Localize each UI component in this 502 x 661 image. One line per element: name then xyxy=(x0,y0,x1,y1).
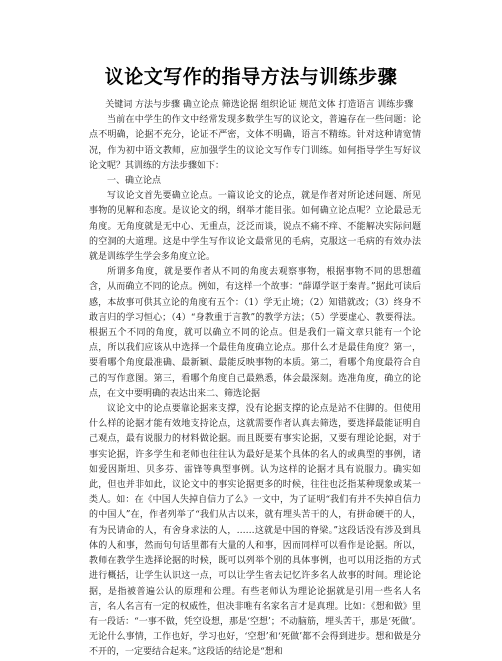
body-paragraph: 议论文中的论点要靠论据来支撑，没有论据支撑的论点是站不住脚的。但使用什么样的论据才能有效地支持论点，这就需要作者认真去筛选，要选择最能证明自己观点，最有说服力的材料做论据。而且既要有事实论据，又要有理论论据，对于事实论据，许多学生和老师也往往认为最好是某个具体的名人的或典型的事例，诸如爱因斯坦、贝多芬、雷锋等典型事例。认为这样的论据才具有说服力。确实如此，但也并非如此，议论文中的事实论据更多的时候，往往也泛指某种现象或某一类人。如：在《中国人失掉自信力了么》一文中，为了证明“我们有并不失掉自信力的中国人”在，作者列举了“我们从古以来，就有埋头苦干的人，有拼命硬干的人，有为民请命的人，有舍身求法的人，……这就是中国的脊梁。”这段话没有涉及到具体的人和事，然而句句话里都有大量的人和事，因而同样可以看作是论据。所以，教师在教学生选择论据的时候，既可以列举个别的具体事例，也可以用泛指的方式进行概括，让学生认识这一点，可以让学生省去记忆许多名人故事的时间。理论论据，是指被普遍公认的原理和公理。有些老师认为理论论据就是引用一些名人名言，名人名言有一定的权威性，但决非唯有名家名言才是真理。比如：《想和做》里有一段话：“一事不做，凭空设想，那是‘空想’；不动脑筋，埋头苦干，那是‘死做’。无论什么事情，工作也好，学习也好，‘空想’和‘死做’都不会得到进步。想和做是分不开的，一定要结合起来。”这段话的结论是“想和 xyxy=(89,404,421,658)
body-paragraph: 所谓多角度，就是要作者从不同的角度去观察事物，根据事物不同的思想蕴含，从而确立不同的论点。例如，有这样一个故事：“薛谭学讴于秦青。”据此可读后感，本故事可供其立论的角度有五个：（1）学无止境；（2）知错就改；（3）终身不敢言归的学习恒心；（4）“身教重于言教”的教学方法；（5）学要虚心、教要得法。根据五个不同的角度，就可以确立不同的论点。但是我们一篇文章只能有一个论点，所以我们应该从中选择一个最佳角度确立论点。那什么才是最佳角度？第一，要看哪个角度最准确、最新颖、最能反映事物的本质。第二，看哪个角度最符合自己的写作意图。第三，看哪个角度自己最熟悉，体会最深刻。选准角度，确立的论点，在文中要明确的表达出来二、筛选论据 xyxy=(89,267,421,399)
keywords-paragraph: 关键词 方法与步骤 确立论点 筛选论据 组织论证 规范文体 打造语言 训练步骤 xyxy=(105,100,414,110)
document-title: 议论文写作的指导方法与训练步骤 xyxy=(104,66,398,88)
document-body xyxy=(89,98,421,661)
intro-paragraph: 当前在中学生的作文中经常发现多数学生写的议论文，普遍存在一些问题：论点不明确，论据不充分，论证不严密，文体不明确，语言不精练。针对这种请宽情况，作为初中语文教师，应加强学生的议论文写作专门训练。如何指导学生写好议论文呢？其训练的方法步骤如下： xyxy=(89,115,421,171)
body-paragraph: 写议论文首先要确立论点。一篇议论文的论点，就是作者对所论述问题、所见事物的见解和态度。是议论文的纲，纲举才能目张。如何确立论点呢？立论最忌无角度。无角度就是无中心、无重点，泛泛而谈，说点不痛不痒、不能解决实际问题的空洞的大道理。这是中学生写作议论文最常见的毛病，克服这一毛病的有效办法就是训练学生学会多角度立论。 xyxy=(89,191,421,263)
section-heading: 一、确立论点 xyxy=(107,176,162,187)
